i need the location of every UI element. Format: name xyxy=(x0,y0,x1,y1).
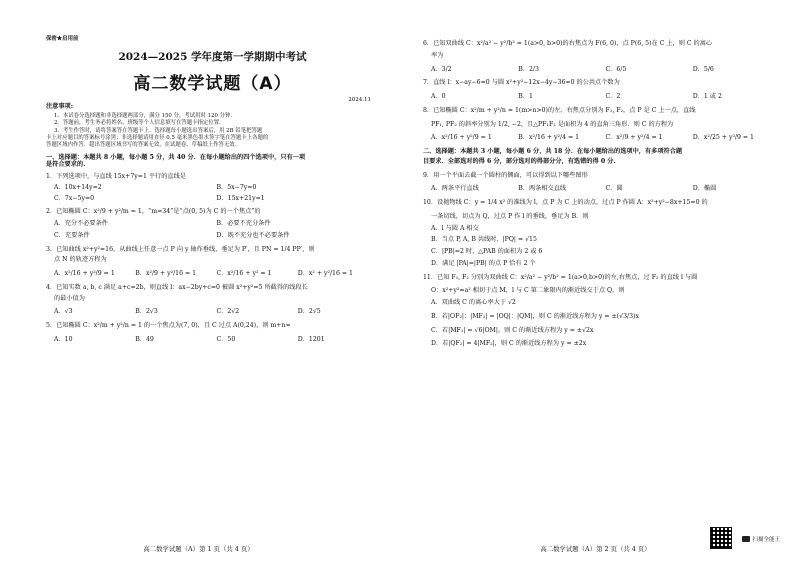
q7-option-d: D．1 或 2 xyxy=(692,93,722,100)
q8-stem: 8．已知椭圆 C：x²/m + y²/n = 1(m>n>0)的左、右焦点分别为 F₁, F₂，点 P 是 C 上一点，直线 xyxy=(423,106,696,114)
q10-stem-cont: 一条切线，切点为 Q，过点 P 作 l 的垂线，垂足为 B．则 xyxy=(431,212,589,220)
q2-option-d: D．既不充分也不必要条件 xyxy=(216,231,290,239)
q6-option-c: C．6/5 xyxy=(605,65,627,73)
subject-title: 高二数学试题（A） xyxy=(133,74,292,95)
q4-option-d: D．2√5 xyxy=(297,308,321,316)
q7-option-a: A．0 xyxy=(431,93,446,100)
q5-option-d: D．1201 xyxy=(297,335,325,343)
q2-options-row2 xyxy=(46,232,379,240)
scanner-watermark xyxy=(742,535,780,543)
q7-stem: 7．直线 l：x−ay−6=0 与圆 x²+y²−12x−4y−36=0 的公共点个数为 xyxy=(423,79,620,87)
notice-2: 2．答题前，考生务必将姓名、班级等个人信息填写在答题卡指定位置. xyxy=(54,120,221,127)
q1-option-b: B．5x−7y=0 xyxy=(216,183,257,191)
q4-option-a: A．√3 xyxy=(54,308,73,316)
q4-options xyxy=(46,308,379,316)
q4-stem: 4．已知实数 a, b, c 满足 a+c=2b，则直线 l：ax−2by+c=0 被圆 x²+y²=5 所截得的线段长 xyxy=(46,283,308,291)
q8-stem-cont: PF₁, PF₂ 的斜率分别为 1/2, −2，且△PF₁F₂ 是面积为 4 的直角三角形．则 C 的方程为 xyxy=(431,120,674,128)
notice-1: 1．本试卷分选择题和非选择题两部分，满分 150 分，考试用时 120 分钟. xyxy=(54,113,233,120)
q2-stem: 2．已知椭圆 C：x²/9 + y²/m = 1，“m=34”是“点(0, 5)为 C 的一个焦点”的 xyxy=(46,208,261,216)
q5-option-c: C．50 xyxy=(216,335,236,343)
q10-option-a: A．l 与圆 A 相交 xyxy=(431,224,479,232)
q3-option-c: C．x²/16 + y² = 1 xyxy=(216,270,272,278)
q7-option-c: C．2 xyxy=(605,93,621,100)
q2-options-row1 xyxy=(46,220,379,228)
q11-option-d: D．若|QF₂| = 4|MF₂|，则 C 的渐近线方程为 y = ±2x xyxy=(431,340,587,348)
q6-option-a: A．3/2 xyxy=(431,65,452,73)
q3-stem-cont: 点 N 的轨迹方程为 xyxy=(54,256,107,264)
q11-option-c: C．若|MF₁| = √6|OM|，则 C 的渐近线方程为 y = ±√2x xyxy=(431,326,594,334)
scanner-label: 扫描全能王 xyxy=(752,537,780,543)
q6-stem-cont: 率为 xyxy=(431,51,444,59)
q10-option-c: C．|PB|=2 时，△PAB 的面积为 2 或 6 xyxy=(431,248,543,255)
q1-option-c: C．7x−5y=0 xyxy=(54,194,95,202)
scanner-logo-icon xyxy=(742,536,750,542)
section-2-heading: 二、选择题：本题共 3 小题，每小题 6 分，共 18 分．在每小题给出的选项中，有多项符合题 xyxy=(423,148,683,155)
notice-3-cont2: 答题区域内作答．超出答题区域书写的答案无效，在试题卷、草稿纸上作答无效. xyxy=(46,142,237,149)
qr-code-icon xyxy=(710,527,732,549)
q6-option-d: D．5/6 xyxy=(692,65,714,73)
q1-option-d: D．15x+21y=1 xyxy=(216,194,265,202)
q5-option-b: B．49 xyxy=(135,335,154,343)
q11-stem: 11．已知 F₁, F₂ 分别为双曲线 C：x²/a² − y²/b² = 1(a>0,b>0)的左,右焦点，过 F₂ 的直线 l 与圆 xyxy=(423,273,698,281)
secret-mark: 保密★启用前 xyxy=(46,36,79,42)
page-2-footer: 高二数学试题（A）第 2 页（共 4 页） xyxy=(540,545,651,553)
q10-stem: 10．设抛物线 C：y = 1/4 x² 的准线为 l，点 P 为 C 上的动点，过点 P 作圆 A：x²+y²−8x+15=0 的 xyxy=(423,199,708,206)
q2-option-a: A．充分不必要条件 xyxy=(54,220,108,228)
q8-option-b: B．x²/16 + y²/4 = 1 xyxy=(518,134,580,142)
q9-option-b: B．两条相交直线 xyxy=(518,185,567,193)
q3-option-d: D．x² + y²/16 = 1 xyxy=(297,270,353,278)
q10-option-b: B．当点 P, A, B 共线时，|PQ| = √15 xyxy=(431,236,537,244)
q5-option-a: A．10 xyxy=(54,335,73,343)
q9-stem: 9．用一个平面去截一个圆柱的侧面，可以得到以下哪些图形 xyxy=(423,171,588,179)
q7-option-b: B．1 xyxy=(518,93,533,100)
q3-stem: 3．已知曲线 x²+y²=16，从曲线上任意一点 P 向 y 轴作垂线，垂足为 P′，且 PN = 1/4 PP′，则 xyxy=(46,245,315,253)
q10-option-d: D．满足 |PA|=|PB| 的点 P 恰有 2 个 xyxy=(431,259,536,267)
notice-3-cont: 卡上对应题目的答案标号涂黑；非选择题请用直径 0.5 毫米黑色墨水签字笔在答题卡上各题的 xyxy=(46,134,269,141)
page-1-footer: 高二数学试题（A）第 1 页（共 4 页） xyxy=(143,545,254,553)
q9-option-a: A．两条平行直线 xyxy=(431,185,479,193)
notice-heading: 注意事项: xyxy=(46,103,74,111)
q4-option-c: C．2√2 xyxy=(216,308,240,316)
q7-options xyxy=(423,93,780,101)
q6-option-b: B．2/3 xyxy=(518,65,539,73)
section-2-heading-cont: 目要求．全部选对的得 6 分，部分选对的得部分分，有选错的得 0 分. xyxy=(423,157,616,165)
q6-options xyxy=(423,66,780,74)
q9-option-d: D．椭圆 xyxy=(692,185,717,193)
exam-title: 2024—2025 学年度第一学期期中考试 xyxy=(118,51,307,64)
q1-options-row2 xyxy=(46,195,379,203)
q11-option-b: B．若|OF₂|：|MF₂| = |OQ|：|QM|，则 C 的渐近线方程为 y = ±(√3/3)x xyxy=(431,312,639,320)
q8-options xyxy=(423,134,780,142)
section-1-heading-cont: 是符合要求的. xyxy=(46,161,86,169)
q8-option-a: A．x²/16 + y²/9 = 1 xyxy=(431,134,492,142)
q8-option-d: D．x²/25 + y²/9 = 1 xyxy=(692,134,754,142)
page-2 xyxy=(397,0,794,561)
q11-option-a: A．双曲线 C 的离心率大于 √2 xyxy=(431,299,516,306)
q8-option-c: C．x²/9 + y²/4 = 1 xyxy=(605,134,663,142)
q11-stem-cont: O：x²+y²=a² 相切于点 M，l 与 C 第二象限内的渐近线交于点 Q，则 xyxy=(431,287,625,295)
q9-option-c: C．圆 xyxy=(605,185,623,193)
q1-stem: 1．下列选项中，与直线 15x+7y=1 平行的直线是 xyxy=(46,173,186,181)
q5-options xyxy=(46,336,379,344)
q2-option-c: C．充要条件 xyxy=(54,231,90,239)
exam-date: 2024.11 xyxy=(348,97,371,104)
q4-stem-cont: 的最小值为 xyxy=(54,294,85,302)
q1-option-a: A．10x+14y=2 xyxy=(54,183,102,191)
q6-stem: 6．已知双曲线 C：x²/a² − y²/b² = 1(a>0, b>0)的右焦点为 F(6, 0)，点 P(6, 5)在 C 上，则 C 的离心 xyxy=(423,40,713,47)
section-1-heading: 一、选择题：本题共 8 小题，每小题 5 分，共 40 分．在每小题给出的四个选项中，只有一项 xyxy=(46,153,306,161)
q9-options xyxy=(423,185,780,193)
q1-options-row1 xyxy=(46,184,379,192)
q3-option-b: B．x²/9 + y²/16 = 1 xyxy=(135,270,197,278)
q3-options xyxy=(46,270,379,278)
q3-option-a: A．x²/16 + y²/9 = 1 xyxy=(54,270,115,278)
q2-option-b: B．必要不充分条件 xyxy=(216,220,271,228)
q5-stem: 5．已知椭圆 C：x²/m + y²/n = 1 的一个焦点为(7, 0)，且 C 过点 A(0,24)，则 m+n= xyxy=(46,322,291,330)
notice-3: 3．考生作答时，请将答案答在答题卡上．选择题每小题选出答案后，用 2B 铅笔把答题 xyxy=(54,127,263,134)
q4-option-b: B．2√3 xyxy=(135,308,158,316)
